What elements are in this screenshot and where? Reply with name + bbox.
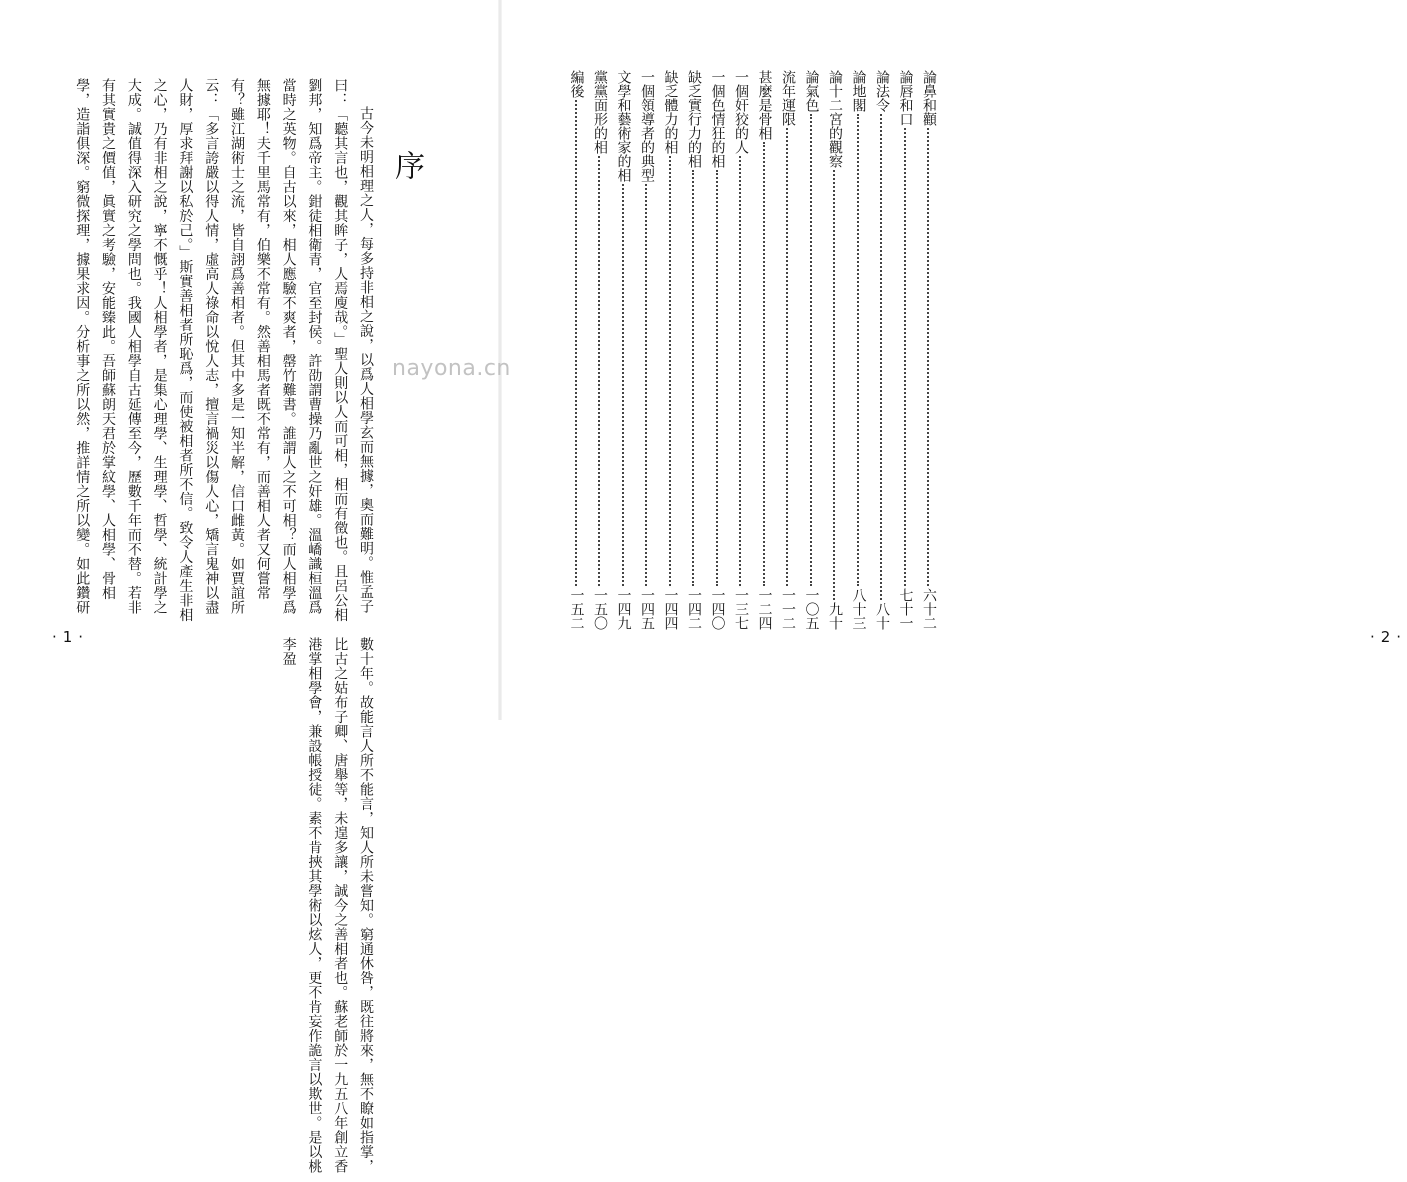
- toc-leader-dots: [600, 184, 624, 586]
- toc-entry-title: 論十二宮的觀察: [827, 70, 843, 168]
- table-of-contents: [568, 70, 940, 630]
- toc-entry-title: 論法令: [874, 70, 890, 112]
- toc-entry-page: 一〇五: [803, 588, 820, 630]
- toc-entry-title: 一個色情狂的相: [709, 70, 726, 168]
- toc-entry-page: 一五二: [568, 588, 585, 630]
- toc-leader-dots: [859, 114, 883, 600]
- toc-entry-page: 七十一: [897, 588, 914, 630]
- toc-leader-dots: [882, 128, 906, 586]
- toc-entry-title: 論氣色: [803, 70, 820, 112]
- toc-leader-dots: [765, 128, 789, 586]
- toc-entry-page: 一四〇: [709, 588, 726, 630]
- toc-leader-dots: [553, 100, 577, 586]
- toc-entry-title: 論鼻和顴: [921, 70, 937, 126]
- toc-leader-dots: [788, 114, 812, 586]
- toc-entry-page: 一四四: [662, 588, 679, 630]
- toc-leader-dots: [835, 114, 859, 586]
- toc-entry-title: 論地閣: [850, 70, 867, 112]
- toc-entry-page: 一一二: [780, 588, 796, 630]
- toc-leader-dots: [812, 170, 836, 600]
- toc-leader-dots: [694, 170, 718, 586]
- toc-entry-title: 一個奸狡的人: [733, 70, 749, 154]
- toc-entry: [917, 70, 941, 630]
- toc-leader-dots: [577, 156, 601, 586]
- toc-entry-page: 一四二: [686, 588, 702, 630]
- toc-entry-page: 六十二: [921, 588, 937, 630]
- toc-entry-title: 甚麼是骨相: [756, 70, 773, 140]
- toc-entry-title: 編後: [568, 70, 585, 98]
- toc-leader-dots: [671, 170, 695, 586]
- preface-title: 序: [389, 150, 424, 184]
- preface-paragraph: 古今未明相理之人，每多持非相之說，以爲人相學玄而無據，奧而難明。惟孟子曰：「聽其言也，觀其眸子，人焉廋哉。」聖人則以人而可相，相而有徵也。且呂公相劉邦，知爲帝主。鉗徒相衛青，官至封侯。許劭謂曹操乃亂世之奸雄。溫嶠識桓溫爲當時之英物。自古以來，相人應驗不爽者，罄竹難書。誰謂人之不可相？而人相學爲無據耶！夫千里馬常有，伯樂不常有。然善相馬者既不常有，而善相人者又何嘗常有？雖江湖術士之流，皆自詡爲善相者。但其中多是一知半解，信口雌黃。如賈誼所云：「多言誇嚴以得人情，虛高人祿命以悅人志，擅言禍災以傷人心，矯言鬼神以盡人財，厚求拜謝以私於己。」斯實善相者所恥爲，而使被相者所不信。致令人產生非相之心，乃有非相之說，寧不慨乎！人相學者，是集心理學、生理學、哲學、統計學之大成。誠值得深入研究之學問也。我國人相學自古延傳至今，歷數千年而不替。若非有其實貴之價值，眞實之考驗，安能臻此。吾師蘇朗天君於掌紋學、人相學、骨相學，造詣俱深。窮微探理，據果求因。分析事之所以然，推詳情之所以變。如此鑽研數十年。故能言人所不能言，知人所未嘗知。窮通休咎，既往將來，無不瞭如指掌，比古之姑布子卿、唐舉等，未遑多讓，誠今之善相者也。蘇老師於一九五八年創立香港掌相學會，兼設帳授徒。素不肯挾其學術以炫人，更不肯妄作詭言以欺世。是以桃李盈: [74, 78, 374, 1174]
- toc-entry-title: 論唇和口: [897, 70, 914, 126]
- toc-entry-title: 一個領導者的典型: [639, 70, 655, 182]
- toc-leader-dots: [741, 142, 765, 586]
- toc-leader-dots: [718, 156, 742, 586]
- toc-entry-page: 一四九: [615, 588, 632, 630]
- toc-leader-dots: [624, 184, 648, 586]
- page-number-right: ·2·: [1370, 628, 1407, 646]
- toc-entry-page: 九十: [827, 602, 843, 630]
- toc-leader-dots: [647, 156, 671, 586]
- toc-entry-title: 黨黨面形的相: [592, 70, 608, 154]
- toc-entry-page: 一五〇: [592, 588, 608, 630]
- toc-entry-title: 缺乏實行力的相: [686, 70, 702, 168]
- toc-entry-page: 一二四: [756, 588, 773, 630]
- toc-entry-page: 一四五: [639, 588, 655, 630]
- watermark: nayona.cn: [392, 356, 511, 381]
- toc-entry-title: 文學和藝術家的相: [615, 70, 632, 182]
- toc-entry-title: 流年運限: [780, 70, 796, 126]
- preface-body: [58, 78, 378, 1174]
- toc-entry-page: 一三七: [733, 588, 749, 630]
- toc-entry-page: 八十三: [850, 588, 867, 630]
- toc-entry-page: 八十: [874, 602, 890, 630]
- page-number-left: ·1·: [52, 628, 90, 646]
- toc-leader-dots: [906, 128, 930, 586]
- toc-entry-title: 缺乏體力的相: [662, 70, 679, 154]
